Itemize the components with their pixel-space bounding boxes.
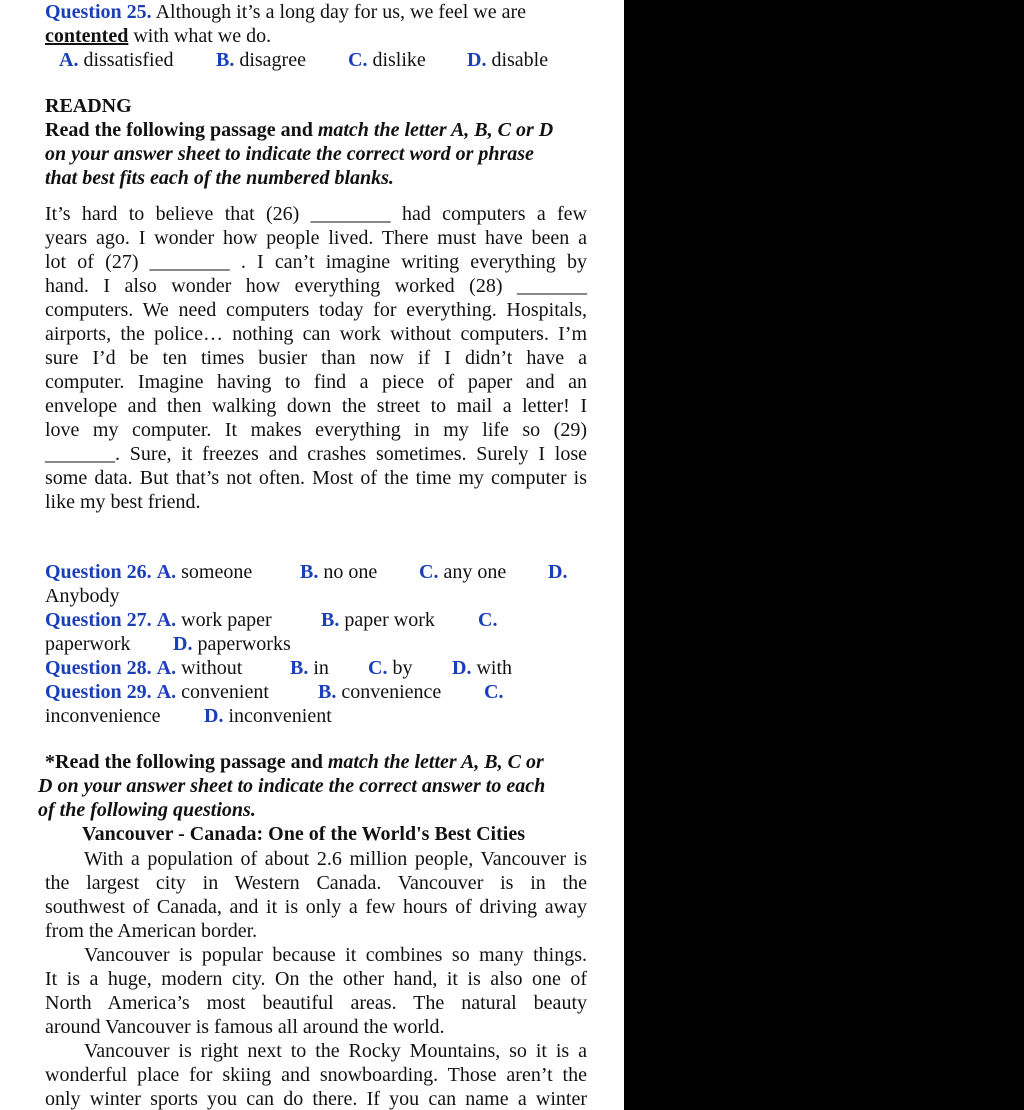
question-27-label: Question 27. xyxy=(45,609,152,631)
reading2-instruction-line3: of the following questions. xyxy=(38,799,256,821)
passage-line: sure I’d be ten times busier than now if I didn’t have a xyxy=(45,347,587,369)
question-26: Question 26. A. someone B. no one C. any one D. xyxy=(45,561,568,583)
passage-line: like my best friend. xyxy=(45,491,201,513)
question-26-option-d-text: Anybody xyxy=(45,585,120,607)
passage-line: North America’s most beautiful areas. The natural beauty xyxy=(45,992,587,1014)
question-25-label: Question 25. xyxy=(45,1,152,23)
question-28: Question 28. A. without B. in C. by D. with xyxy=(45,657,513,679)
passage-line: envelope and then walking down the street to mail a letter! I xyxy=(45,395,587,417)
question-26-label: Question 26. xyxy=(45,561,152,583)
passage-line: southwest of Canada, and it is only a few hours of driving away xyxy=(45,896,587,918)
option-a: A. dissatisfied xyxy=(59,49,174,71)
passage-line: airports, the police… nothing can work without computers. I’m xyxy=(45,323,587,345)
reading-instruction-line1: Read the following passage and match the letter A, B, C or D xyxy=(45,119,554,141)
passage-line: Vancouver is right next to the Rocky Mountains, so it is a xyxy=(84,1040,587,1062)
black-side-panel xyxy=(624,0,1024,1110)
passage-line: computers. We need computers today for everything. Hospitals, xyxy=(45,299,587,321)
passage-line: _______. Sure, it freezes and crashes sometimes. Surely I lose xyxy=(45,443,587,465)
reading2-instruction-line1: *Read the following passage and match the letter A, B, C or xyxy=(45,751,544,773)
question-28-label: Question 28. xyxy=(45,657,152,679)
passage-line: wonderful place for skiing and snowboarding. Those aren’t the xyxy=(45,1064,587,1086)
question-25-text: Although it’s a long day for us, we feel we are xyxy=(151,1,527,23)
question-29-label: Question 29. xyxy=(45,681,152,703)
passage-line: years ago. I wonder how people lived. There must have been a xyxy=(45,227,587,249)
passage-line: It’s hard to believe that (26) ________ had computers a few xyxy=(45,203,587,225)
passage-line: the largest city in Western Canada. Vancouver is in the xyxy=(45,872,587,894)
question-25-stem-line2 xyxy=(45,24,271,48)
option-c: C. dislike xyxy=(348,49,426,71)
passage-title: Vancouver - Canada: One of the World's Best Cities xyxy=(82,823,525,845)
passage-line: from the American border. xyxy=(45,920,258,942)
passage-line: computer. Imagine having to find a piece of paper and an xyxy=(45,371,587,393)
passage-line: love my computer. It makes everything in my life so (29) xyxy=(45,419,587,441)
passage-line: some data. But that’s not often. Most of the time my computer is xyxy=(45,467,587,489)
reading2-instruction-line2: D on your answer sheet to indicate the correct answer to each xyxy=(38,775,546,797)
passage-line: With a population of about 2.6 million people, Vancouver is xyxy=(84,848,587,870)
reading-heading: READNG xyxy=(45,95,132,117)
passage-line: lot of (27) ________ . I can’t imagine writing everything by xyxy=(45,251,587,273)
question-25-stem-line1 xyxy=(45,0,526,24)
question-29: Question 29. A. convenient B. convenience C. xyxy=(45,681,504,703)
option-b: B. disagree xyxy=(216,49,306,71)
question-29-line2: inconvenience D. inconvenient xyxy=(45,705,332,727)
question-27-line2: paperwork D. paperworks xyxy=(45,633,291,655)
question-25-text-post: with what we do. xyxy=(128,25,272,47)
passage-line: Vancouver is popular because it combines so many things. xyxy=(84,944,587,966)
option-d: D. disable xyxy=(467,49,549,71)
reading-instruction-line3: that best fits each of the numbered blanks. xyxy=(45,167,394,189)
passage-line: hand. I also wonder how everything worked (28) _______ xyxy=(45,275,587,297)
reading-instruction-line2: on your answer sheet to indicate the correct word or phrase xyxy=(45,143,534,165)
passage-line: only winter sports you can do there. If you can name a winter xyxy=(45,1088,587,1110)
underlined-word: contented xyxy=(45,25,129,47)
question-25-options xyxy=(0,48,624,72)
passage-line: It is a huge, modern city. On the other hand, it is also one of xyxy=(45,968,587,990)
passage-line: around Vancouver is famous all around the world. xyxy=(45,1016,445,1038)
question-27: Question 27. A. work paper B. paper work C. xyxy=(45,609,498,631)
